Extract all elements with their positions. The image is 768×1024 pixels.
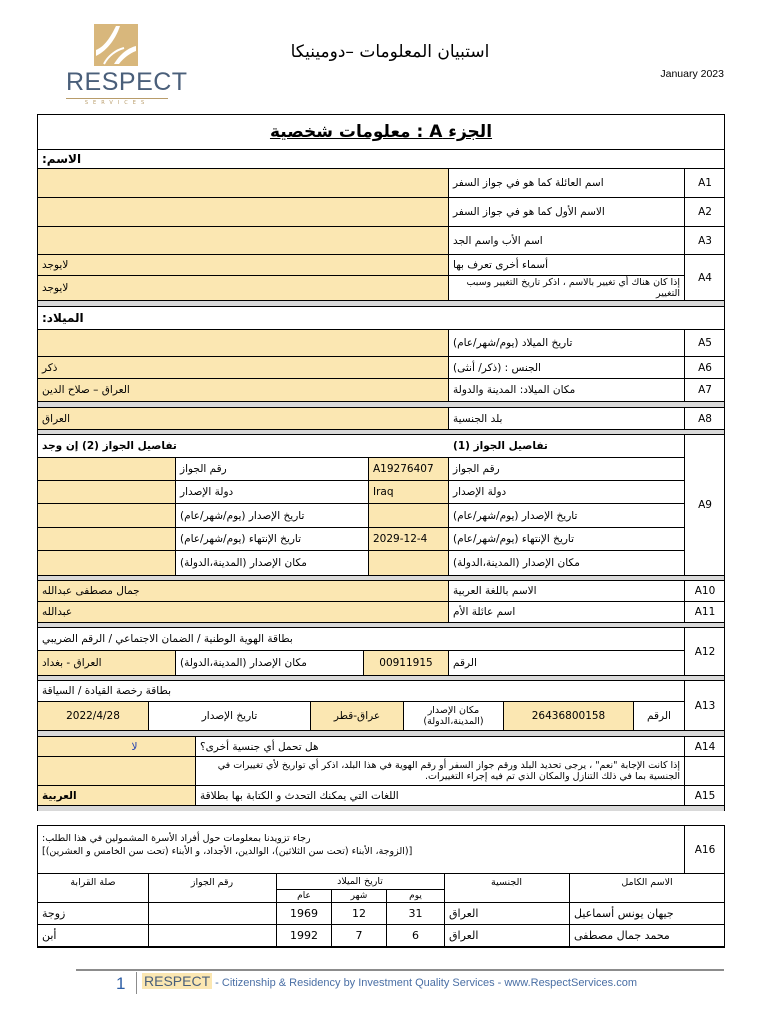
passport2-field-label: تاريخ الإنتهاء (يوم/شهر/عام)	[180, 533, 302, 545]
col-day: يوم	[409, 891, 422, 901]
a12-number-value[interactable]: 00911915	[364, 651, 448, 675]
a8-value[interactable]: العراق	[38, 408, 448, 429]
family-cell-name[interactable]: محمد جمال مصطفى	[574, 929, 670, 942]
a16-intro-detail: [(الزوجة، الأبناء (تحت سن الثلاثين)، الوالدين، الأجداد، و الأبناء (تحت سن الخامس و العشرين)]	[42, 845, 413, 857]
a10-code: A10	[694, 585, 716, 597]
a14-answer[interactable]: لا	[38, 737, 195, 756]
a5-label: تاريخ الميلاد (يوم/شهر/عام)	[453, 337, 573, 349]
passport2-field-value[interactable]	[38, 458, 175, 480]
a6-code: A6	[698, 361, 712, 374]
a5-value[interactable]	[38, 330, 448, 356]
family-cell-year[interactable]: 1992	[290, 929, 318, 942]
col-month: شهر	[350, 891, 368, 901]
a13-place-label: مكان الإصدار (المدينة،الدولة)	[423, 705, 484, 727]
passport2-field-label: رقم الجواز	[180, 463, 227, 475]
document-date: January 2023	[660, 68, 724, 80]
a2-code: A2	[698, 206, 712, 218]
passport2-field-value[interactable]	[38, 528, 175, 550]
family-cell-day[interactable]: 31	[408, 907, 423, 920]
logo-wordmark: RESPECT	[66, 68, 188, 96]
a8-code: A8	[698, 412, 712, 425]
passport2-field-value[interactable]	[38, 551, 175, 575]
passport1-field-value[interactable]: A19276407	[369, 458, 448, 480]
a16-intro: رجاء تزويدنا بمعلومات حول أفراد الأسرة المشمولين في هذا الطلب:	[42, 832, 311, 844]
a7-label: مكان الميلاد: المدينة والدولة	[453, 384, 576, 396]
passport2-field-label: مكان الإصدار (المدينة،الدولة)	[180, 557, 307, 569]
a13-date-value[interactable]: 2022/4/28	[38, 702, 148, 730]
passport2-field-value[interactable]	[38, 504, 175, 527]
logo-mark-icon	[94, 24, 138, 66]
part-a-title: الجزء A : معلومات شخصية	[269, 122, 493, 142]
a3-code: A3	[698, 234, 712, 247]
passport1-field-label: تاريخ الإنتهاء (يوم/شهر/عام)	[453, 533, 575, 545]
passport1-field-value[interactable]: 2029-12-4	[369, 528, 448, 550]
col-nationality: الجنسية	[491, 876, 522, 888]
col-dob: تاريخ الميلاد	[337, 875, 383, 887]
a6-value[interactable]: ذكر	[38, 357, 448, 378]
a4-name-change-value[interactable]: لايوجد	[38, 276, 448, 300]
a8-label: بلد الجنسية	[453, 412, 503, 425]
a2-label: الاسم الأول كما هو في جواز السفر	[453, 206, 605, 218]
a10-value[interactable]: جمال مصطفى عبدالله	[38, 581, 448, 601]
family-cell-relation[interactable]: أبن	[42, 929, 57, 942]
logo-subtitle: SERVICES	[66, 98, 168, 106]
passport1-title: تفاصيل الجواز (1)	[453, 440, 548, 452]
family-cell-name[interactable]: جيهان يونس أسماعيل	[574, 907, 674, 920]
col-full-name: الاسم الكامل	[621, 876, 673, 888]
family-cell-month[interactable]: 7	[355, 929, 363, 942]
family-members-table	[37, 825, 725, 948]
a4-name-change-label: إذا كان هناك أي تغيير بالاسم ، اذكر تاريخ التغيير وسبب التغيير	[466, 277, 680, 299]
a7-code: A7	[698, 384, 712, 396]
part-a-form	[37, 114, 725, 811]
company-logo	[66, 24, 188, 110]
col-relation: صلة القرابة	[70, 876, 116, 888]
a13-number-value[interactable]: 26436800158	[504, 702, 633, 730]
passport1-field-value[interactable]	[369, 504, 448, 527]
footer-divider	[76, 969, 724, 971]
passport1-field-label: تاريخ الإصدار (يوم/شهر/عام)	[453, 509, 578, 522]
passport1-field-label: رقم الجواز	[453, 463, 500, 475]
footer-separator	[136, 972, 137, 994]
col-passport: رقم الجواز	[190, 876, 234, 888]
a15-label: اللغات التي يمكنك التحدث و الكتابة بها بطلاقة	[200, 789, 399, 802]
a15-value[interactable]: العربية	[38, 786, 195, 805]
a13-code: A13	[694, 699, 716, 712]
a6-label: الجنس : (ذكر/ أنثى)	[453, 361, 541, 374]
passport1-field-label: مكان الإصدار (المدينة،الدولة)	[453, 557, 580, 569]
passport2-title: تفاصيل الجواز (2) إن وجد	[42, 440, 177, 452]
a13-date-label: تاريخ الإصدار	[201, 710, 258, 722]
a14-question: هل تحمل أي جنسية أخرى؟	[200, 740, 319, 753]
a9-code: A9	[698, 499, 712, 511]
passport1-field-value[interactable]	[369, 551, 448, 575]
passport2-field-label: تاريخ الإصدار (يوم/شهر/عام)	[180, 509, 305, 522]
a11-code: A11	[694, 606, 716, 618]
a14-code: A14	[694, 740, 716, 753]
a1-code: A1	[698, 177, 712, 189]
passport1-field-value[interactable]: Iraq	[369, 481, 448, 503]
a12-number-label: الرقم	[453, 657, 477, 669]
a3-label: اسم الأب واسم الجد	[453, 234, 543, 247]
birth-section-header: الميلاد:	[42, 311, 84, 325]
a16-code: A16	[694, 843, 716, 856]
a14-note: إذا كانت الإجابة "نعم" ، يرجى تحديد البلد ورقم جواز السفر أو رقم الهوية في هذا البلد، اذكر أي تواريخ لأي تغييرات في الجنسية بما في ذلك التنازل والمكان الذي تم فيه إجراء التغييرات.	[217, 760, 680, 782]
a4-other-names-label: أسماء أخرى تعرف بها	[453, 259, 548, 271]
family-cell-month[interactable]: 12	[352, 907, 366, 920]
a10-label: الاسم باللغة العربية	[453, 585, 537, 597]
page-number: 1	[116, 974, 126, 993]
name-section-header: الاسم:	[42, 152, 82, 166]
footer-brand: RESPECT	[144, 973, 211, 989]
footer-tagline: - Citizenship & Residency by Investment Quality Services - www.RespectServices.com	[212, 977, 637, 989]
footer-text	[142, 973, 637, 989]
a5-code: A5	[698, 337, 712, 349]
a13-number-label: الرقم	[647, 710, 671, 722]
a2-value[interactable]	[38, 198, 448, 226]
a15-code: A15	[694, 789, 716, 802]
passport2-field-label: دولة الإصدار	[180, 486, 234, 498]
a3-value[interactable]	[38, 227, 448, 254]
passport2-field-value[interactable]	[38, 481, 175, 503]
a1-value[interactable]	[38, 169, 448, 197]
family-cell-nationality[interactable]: العراق	[449, 929, 479, 942]
family-cell-nationality[interactable]: العراق	[449, 907, 479, 920]
a12-code: A12	[694, 645, 716, 658]
passport1-field-label: دولة الإصدار	[453, 486, 507, 498]
a13-title: بطاقة رخصة القيادة / السياقة	[42, 685, 172, 697]
a4-code: A4	[698, 271, 712, 284]
document-title: استبيان المعلومات –دومينيكا	[290, 42, 490, 62]
family-cell-year[interactable]: 1969	[290, 907, 318, 920]
a7-value[interactable]: العراق – صلاح الدين	[38, 379, 448, 401]
col-year: عام	[297, 891, 311, 901]
family-cell-passport[interactable]	[149, 925, 276, 946]
family-cell-relation[interactable]: زوجة	[42, 907, 66, 920]
a4-other-names-value[interactable]: لايوجد	[38, 255, 448, 275]
family-cell-passport[interactable]	[149, 903, 276, 924]
a12-place-label: مكان الإصدار (المدينة،الدولة)	[180, 657, 307, 669]
a14-other-nationality-value[interactable]	[38, 757, 195, 785]
a12-place-value[interactable]: العراق - بغداد	[38, 651, 175, 675]
a11-label: اسم عائلة الأم	[453, 606, 516, 618]
a1-label: اسم العائلة كما هو في جواز السفر	[453, 177, 604, 189]
a13-place-value[interactable]: عراق-قطر	[311, 702, 403, 730]
a12-title: بطاقة الهوية الوطنية / الضمان الاجتماعي / الرقم الضريبي	[42, 633, 293, 645]
family-cell-day[interactable]: 6	[412, 929, 419, 942]
a11-value[interactable]: عبدالله	[38, 602, 448, 622]
